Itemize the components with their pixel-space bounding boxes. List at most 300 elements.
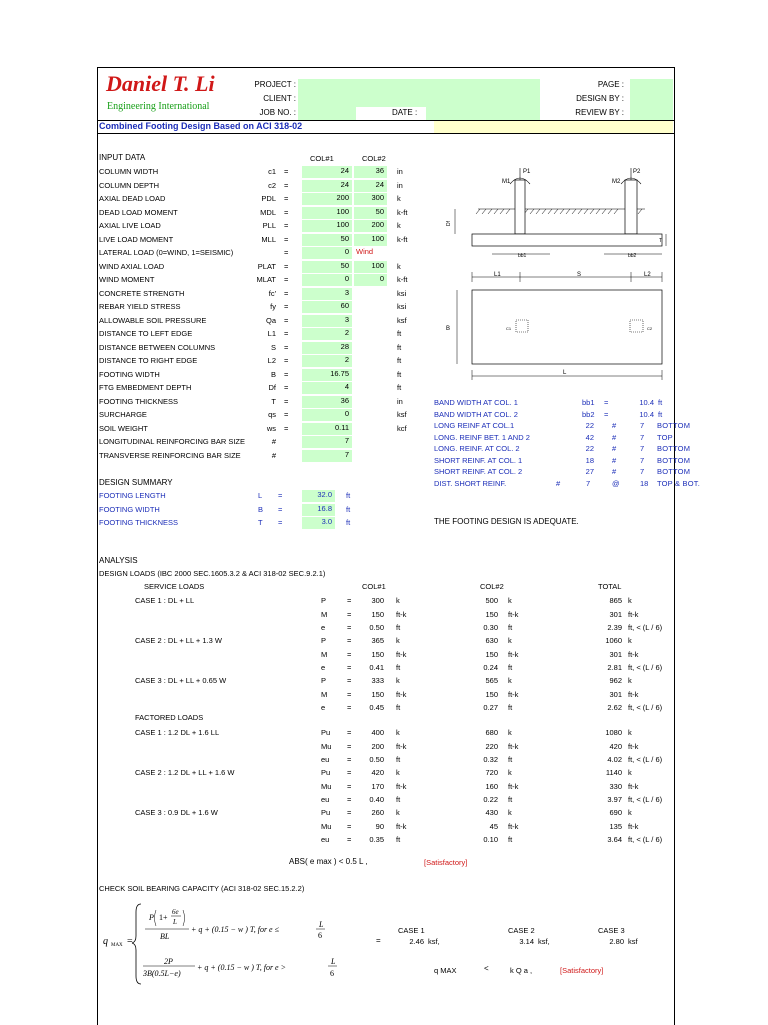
input-equals: = (284, 194, 289, 203)
col2-load-unit: ft (508, 835, 513, 844)
total-load-unit: k (628, 768, 632, 777)
equals-sign: = (347, 676, 352, 685)
load-symbol: Mu (321, 741, 332, 751)
svg-text:6: 6 (330, 969, 334, 978)
equals-sign: = (347, 755, 352, 764)
reinf-hash: # (556, 478, 561, 488)
load-symbol: P (321, 636, 327, 645)
col2-load-value: 720 (485, 768, 498, 777)
analysis-heading: ANALYSIS (99, 556, 138, 565)
input-equals: = (284, 180, 289, 190)
input-label: AXIAL DEAD LOAD (99, 194, 166, 203)
load-symbol: Pu (321, 768, 331, 777)
col2-value-input (354, 369, 387, 381)
reinf-label: LONG. REINF BET. 1 AND 2 (434, 432, 530, 442)
equals-sign: = (347, 741, 352, 751)
summary-unit: ft (346, 518, 351, 527)
input-label: LATERAL LOAD (0=WIND, 1=SEISMIC) (99, 248, 234, 257)
summary-unit: ft (346, 504, 351, 514)
col2-load-value: 0.32 (483, 755, 498, 764)
input-symbol: fy (270, 302, 276, 311)
col1-load-unit: ft (396, 663, 401, 672)
p1-label: P1 (523, 169, 531, 175)
col1-value-input[interactable]: 50 (302, 261, 352, 273)
equals-sign: = (347, 808, 352, 817)
reinf-count: 42 (585, 432, 594, 442)
reinf-hash: # (612, 455, 617, 465)
reinf-bar-size: 7 (640, 421, 645, 430)
reinf-bar-size: 7 (640, 467, 645, 476)
col2-value-input[interactable]: 50 (354, 207, 387, 219)
load-symbol: eu (321, 835, 330, 844)
l2-label: L2 (644, 272, 651, 278)
input-label: FOOTING THICKNESS (99, 396, 179, 406)
reinf-symbol: bb1 (582, 398, 595, 407)
svg-text:3B(0.5L−e): 3B(0.5L−e) (143, 969, 181, 978)
input-label: ALLOWABLE SOIL PRESSURE (99, 315, 207, 325)
footing-diagram (440, 150, 668, 380)
load-symbol: e (321, 663, 326, 672)
jobno-input[interactable] (298, 107, 356, 120)
qmax-formula (103, 900, 353, 986)
col1-load-unit: k (396, 728, 400, 737)
summary-equals: = (278, 504, 283, 514)
col1-load-value: 365 (371, 636, 384, 645)
col1-value-input[interactable]: 4 (302, 382, 352, 394)
input-symbol: c2 (268, 180, 276, 190)
col2-value-input (354, 409, 387, 421)
col1-load-unit: ft (396, 623, 401, 632)
total-load-unit: ft-k (628, 781, 639, 791)
col2-load-unit: ft-k (508, 781, 519, 791)
reinf-bar-size: 7 (640, 444, 645, 453)
abs-check-status: [Satisfactory] (424, 858, 468, 867)
col1-load-unit: ft-k (396, 609, 407, 619)
load-symbol: e (321, 703, 326, 712)
input-equals: = (284, 261, 289, 271)
col2-value-input[interactable]: 24 (354, 180, 387, 192)
input-symbol: c1 (268, 167, 276, 176)
case-name: CASE 2 : 1.2 DL + LL + 1.6 W (135, 768, 235, 777)
input-unit: k-ft (397, 207, 408, 217)
total-load-value: 301 (609, 689, 622, 699)
col2-load-value: 630 (485, 636, 498, 645)
input-label: DISTANCE TO RIGHT EDGE (99, 356, 198, 365)
reinf-label: BAND WIDTH AT COL. 1 (434, 398, 518, 407)
col2-load-unit: k (508, 808, 512, 817)
equals-sign: = (347, 596, 352, 605)
bb1-label: bb1 (518, 253, 527, 259)
col2-load-value: 565 (485, 676, 498, 685)
input-label: DISTANCE BETWEEN COLUMNS (99, 342, 216, 352)
lateral-load-type: Wind (356, 247, 374, 256)
col2-value-input (354, 315, 387, 327)
col2-load-unit: ft-k (508, 741, 519, 751)
col1-load-value: 150 (371, 649, 384, 659)
soil-check-heading: CHECK SOIL BEARING CAPACITY (ACI 318-02 SEC.15.2.2) (99, 884, 305, 893)
col1-load-value: 0.50 (369, 755, 384, 764)
total-load-unit: ft-k (628, 741, 639, 751)
col2-value-input[interactable]: 100 (354, 261, 387, 273)
total-load-value: 330 (609, 781, 622, 791)
load-symbol: P (321, 676, 327, 685)
col2-value-input[interactable]: 200 (354, 220, 387, 232)
col1-value-input[interactable]: 0 (302, 247, 352, 259)
col2-load-value: 0.30 (483, 623, 498, 632)
load-symbol: eu (321, 795, 330, 804)
total-load-value: 3.97 (607, 795, 622, 804)
date-label: DATE : (392, 108, 418, 117)
equals-sign: = (347, 663, 352, 672)
jobno-label: JOB NO. : (259, 108, 296, 117)
reinf-unit: ft (658, 409, 663, 419)
service-loads-heading: SERVICE LOADS (144, 582, 205, 591)
col2-load-value: 150 (485, 689, 498, 699)
equals-sign: = (347, 689, 352, 699)
col1-load-value: 260 (371, 808, 384, 817)
col2-value-input (354, 396, 387, 408)
abs-check-text: ABS( e max ) < 0.5 L , (289, 857, 368, 866)
input-unit: k-ft (397, 275, 408, 284)
col2-load-unit: ft (508, 623, 513, 632)
reinf-label: LONG REINF AT COL.1 (434, 421, 515, 430)
col1-value-input[interactable]: 2 (302, 355, 352, 367)
reinf-bar-size: 7 (640, 455, 645, 465)
input-equals: = (284, 288, 289, 298)
col2-load-unit: ft-k (508, 689, 519, 699)
input-symbol: T (271, 396, 276, 406)
col2-value-input (354, 450, 387, 462)
svg-text:L: L (319, 920, 324, 929)
summary-heading: DESIGN SUMMARY (99, 478, 173, 487)
col2-load-unit: k (508, 596, 512, 605)
reinf-label: DIST. SHORT REINF. (434, 478, 507, 488)
col1-value-input[interactable]: 24 (302, 180, 352, 192)
summary-label: FOOTING LENGTH (99, 491, 166, 500)
reinf-position: BOTTOM (657, 421, 691, 430)
total-load-value: 420 (609, 741, 622, 751)
total-load-unit: ft, < (L / 6) (628, 663, 663, 672)
col1-load-unit: k (396, 676, 400, 685)
load-symbol: Mu (321, 781, 332, 791)
reinf-count: 27 (585, 467, 594, 476)
input-label: REBAR YIELD STRESS (99, 302, 181, 311)
svg-text:P: P (149, 913, 154, 922)
reinf-equals: = (604, 409, 609, 419)
svg-text:+ q + (0.15 − w ) T, for e: + q + (0.15 − w ) T, for e > (197, 963, 286, 972)
col2-load-unit: k (508, 768, 512, 777)
input-unit: ft (397, 329, 402, 338)
col1-load-unit: ft-k (396, 741, 407, 751)
t-label: T (659, 238, 663, 244)
col1-value-input[interactable]: 36 (302, 396, 352, 408)
col2-value-input[interactable]: 300 (354, 193, 387, 205)
col1-load-unit: ft (396, 755, 401, 764)
col1-value-input[interactable]: 16.75 (302, 369, 352, 381)
col1-value-input[interactable]: 3 (302, 288, 352, 300)
reinf-count: 18 (585, 455, 594, 465)
input-symbol: B (270, 369, 276, 379)
input-unit: ft (397, 342, 402, 352)
col1-value-input[interactable]: 200 (302, 193, 352, 205)
client-label: CLIENT : (263, 94, 296, 103)
reinf-hash: # (612, 444, 617, 453)
col2-value-input[interactable]: 0 (354, 274, 387, 286)
col1-load-value: 0.45 (369, 703, 384, 712)
col1-load-value: 333 (371, 676, 384, 685)
equals-sign: = (347, 636, 352, 645)
input-symbol: PLAT (257, 261, 276, 271)
input-label: DEAD LOAD MOMENT (99, 207, 178, 217)
svg-text:6: 6 (318, 931, 322, 940)
load-symbol: M (321, 609, 328, 619)
col2-load-unit: k (508, 728, 512, 737)
svg-text:2P: 2P (164, 957, 173, 966)
col1-load-unit: ft (396, 703, 401, 712)
reinf-count: 22 (585, 444, 594, 453)
summary-unit: ft (346, 491, 351, 500)
qmax-value: 3.14 (519, 937, 534, 946)
col1-value-input[interactable]: 100 (302, 220, 352, 232)
input-unit: ksf (397, 410, 407, 419)
input-unit: in (397, 180, 403, 190)
soil-case-label: CASE 3 (598, 926, 625, 935)
col1-load-value: 200 (371, 741, 384, 751)
col1-load-unit: ft (396, 835, 401, 844)
title-note-cell[interactable] (434, 121, 673, 133)
col1-value-input[interactable]: 0.11 (302, 423, 352, 435)
input-unit: in (397, 167, 403, 176)
col1-load-value: 170 (371, 781, 384, 791)
input-equals: = (284, 342, 289, 352)
total-load-value: 2.39 (607, 623, 622, 632)
b-label: B (446, 326, 451, 332)
input-unit: in (397, 396, 403, 406)
input-label: SURCHARGE (99, 410, 147, 419)
input-symbol: L1 (267, 329, 276, 338)
project-label: PROJECT : (254, 80, 296, 89)
col2-value-input[interactable]: 100 (354, 234, 387, 246)
col1-value-input[interactable]: 28 (302, 342, 352, 354)
reinf-spacing: 18 (640, 478, 649, 488)
l1-label: L1 (494, 272, 501, 278)
col1-value-input[interactable]: 60 (302, 301, 352, 313)
input-label: COLUMN DEPTH (99, 180, 160, 190)
svg-text:L: L (173, 918, 177, 926)
m1-label: M1 (502, 179, 511, 185)
qmax-unit: ksf, (538, 937, 550, 946)
total-load-unit: ft-k (628, 821, 639, 831)
reinf-bar-size: 7 (586, 478, 591, 488)
qmax-equals: = (376, 936, 381, 945)
svg-text:L: L (331, 957, 336, 966)
svg-text:q: q (103, 936, 108, 947)
equals-sign: = (347, 703, 352, 712)
total-load-unit: ft-k (628, 649, 639, 659)
col2-load-unit: ft (508, 755, 513, 764)
total-load-value: 690 (609, 808, 622, 817)
equals-sign: = (347, 623, 352, 632)
reinf-value: 10.4 (639, 409, 654, 419)
total-load-unit: ft-k (628, 689, 639, 699)
page-design-review-input[interactable] (630, 79, 673, 120)
equals-sign: = (347, 649, 352, 659)
total-load-unit: ft, < (L / 6) (628, 703, 663, 712)
analysis-total-header: TOTAL (598, 582, 622, 591)
load-symbol: P (321, 596, 327, 605)
col2-load-unit: ft-k (508, 649, 519, 659)
reinf-label: BAND WIDTH AT COL. 2 (434, 409, 518, 419)
input-equals: = (284, 423, 289, 433)
col1-load-value: 400 (371, 728, 384, 737)
col1-load-unit: k (396, 596, 400, 605)
soil-check-status: [Satisfactory] (560, 966, 604, 975)
input-symbol: fc' (268, 288, 276, 298)
input-label: CONCRETE STRENGTH (99, 288, 185, 298)
col2-load-value: 150 (485, 649, 498, 659)
input-symbol: qs (268, 410, 276, 419)
reinf-label: SHORT REINF. AT COL. 2 (434, 467, 523, 476)
col1-value-input[interactable]: 7 (302, 450, 352, 462)
input-unit: k (397, 221, 401, 230)
reinf-equals: = (604, 398, 609, 407)
col2-load-unit: ft-k (508, 609, 519, 619)
reinf-position: TOP & BOT. (657, 478, 700, 488)
col2-value-input (354, 355, 387, 367)
bb2-label: bb2 (628, 253, 637, 259)
p2-label: P2 (633, 169, 641, 175)
reinf-label: LONG. REINF. AT COL. 2 (434, 444, 520, 453)
date-input[interactable] (426, 107, 540, 120)
total-load-unit: ft-k (628, 609, 639, 619)
input-equals: = (284, 356, 289, 365)
c2-label: C2 (647, 326, 653, 331)
col1-value-input[interactable]: 0 (302, 409, 352, 421)
col1-value-input[interactable]: 7 (302, 436, 352, 448)
col1-value-input[interactable]: 2 (302, 328, 352, 340)
summary-symbol: T (258, 518, 263, 527)
case-name: CASE 1 : 1.2 DL + 1.6 LL (135, 728, 220, 737)
col2-load-value: 430 (485, 808, 498, 817)
total-load-unit: k (628, 728, 632, 737)
total-load-value: 962 (609, 676, 622, 685)
reinf-position: BOTTOM (657, 444, 691, 453)
col2-load-unit: ft-k (508, 821, 519, 831)
input-symbol: L2 (267, 356, 276, 365)
input-symbol: Qa (265, 315, 276, 325)
col1-load-unit: ft-k (396, 821, 407, 831)
equals-sign: = (347, 781, 352, 791)
col1-value-input[interactable]: 100 (302, 207, 352, 219)
col2-load-unit: k (508, 636, 512, 645)
input-equals: = (284, 410, 289, 419)
col1-load-unit: ft-k (396, 781, 407, 791)
total-load-unit: ft, < (L / 6) (628, 795, 663, 804)
col1-value-input[interactable]: 24 (302, 166, 352, 178)
input-symbol: PLL (262, 221, 276, 230)
input-unit: kcf (397, 423, 407, 433)
col2-value-input (354, 423, 387, 435)
total-load-value: 1060 (605, 636, 622, 645)
col2-value-input[interactable]: 36 (354, 166, 387, 178)
summary-label: FOOTING THICKNESS (99, 518, 179, 527)
input-label: WIND MOMENT (99, 275, 155, 284)
col1-load-value: 0.40 (369, 795, 384, 804)
col1-value-input[interactable]: 50 (302, 234, 352, 246)
design-loads-text: DESIGN LOADS (IBC 2000 SEC.1605.3.2 & ACI 318-02 SEC.9.2.1) (99, 569, 326, 578)
total-load-value: 2.81 (607, 663, 622, 672)
reinf-bar-size: 7 (640, 432, 645, 442)
col1-load-value: 0.41 (369, 663, 384, 672)
col1-value-input[interactable]: 3 (302, 315, 352, 327)
col2-header: COL#2 (362, 154, 386, 163)
col2-load-value: 0.10 (483, 835, 498, 844)
col2-load-value: 500 (485, 596, 498, 605)
load-symbol: Pu (321, 808, 331, 817)
reinf-hash: # (612, 467, 617, 476)
designby-label: DESIGN BY : (576, 94, 624, 103)
input-equals: = (284, 383, 289, 392)
summary-symbol: L (258, 491, 263, 500)
summary-value: 16.8 (302, 504, 335, 516)
qmax-value: 2.46 (409, 937, 424, 946)
col1-load-value: 0.50 (369, 623, 384, 632)
total-load-value: 301 (609, 649, 622, 659)
input-symbol: # (271, 437, 276, 446)
total-load-unit: k (628, 596, 632, 605)
col2-load-value: 0.24 (483, 663, 498, 672)
qmax-compare-label: q MAX (434, 966, 457, 975)
input-symbol: MLL (261, 234, 276, 244)
logo-name: Daniel T. Li (106, 71, 215, 96)
qmax-value: 2.80 (609, 937, 624, 946)
input-unit: ft (397, 356, 402, 365)
soil-case-label: CASE 1 (398, 926, 425, 935)
reviewby-label: REVIEW BY : (575, 108, 624, 117)
col2-value-input (354, 301, 387, 313)
reinf-hash: # (612, 432, 617, 442)
svg-text:=: = (127, 936, 133, 947)
reinf-value: 10.4 (639, 398, 654, 407)
l-label: L (563, 370, 567, 376)
col1-value-input[interactable]: 0 (302, 274, 352, 286)
svg-text:6e: 6e (172, 908, 179, 916)
total-load-value: 2.62 (607, 703, 622, 712)
m2-label: M2 (612, 179, 621, 185)
input-heading: INPUT DATA (99, 153, 146, 162)
case-name: CASE 1 : DL + LL (135, 596, 195, 605)
qmax-unit: ksf (628, 937, 638, 946)
col2-load-value: 220 (485, 741, 498, 751)
col1-load-value: 150 (371, 609, 384, 619)
case-name: CASE 3 : 0.9 DL + 1.6 W (135, 808, 218, 817)
reinf-position: BOTTOM (657, 467, 691, 476)
input-symbol: ws (266, 423, 276, 433)
col1-load-unit: ft-k (396, 689, 407, 699)
equals-sign: = (347, 768, 352, 777)
input-equals: = (284, 207, 289, 217)
input-label: FTG EMBEDMENT DEPTH (99, 383, 192, 392)
col2-load-unit: ft (508, 795, 513, 804)
input-label: DISTANCE TO LEFT EDGE (99, 329, 193, 338)
load-symbol: eu (321, 755, 330, 764)
input-equals: = (284, 396, 289, 406)
reinf-label: SHORT REINF. AT COL. 1 (434, 455, 523, 465)
load-symbol: M (321, 649, 328, 659)
load-symbol: Mu (321, 821, 332, 831)
equals-sign: = (347, 795, 352, 804)
input-equals: = (284, 248, 289, 257)
